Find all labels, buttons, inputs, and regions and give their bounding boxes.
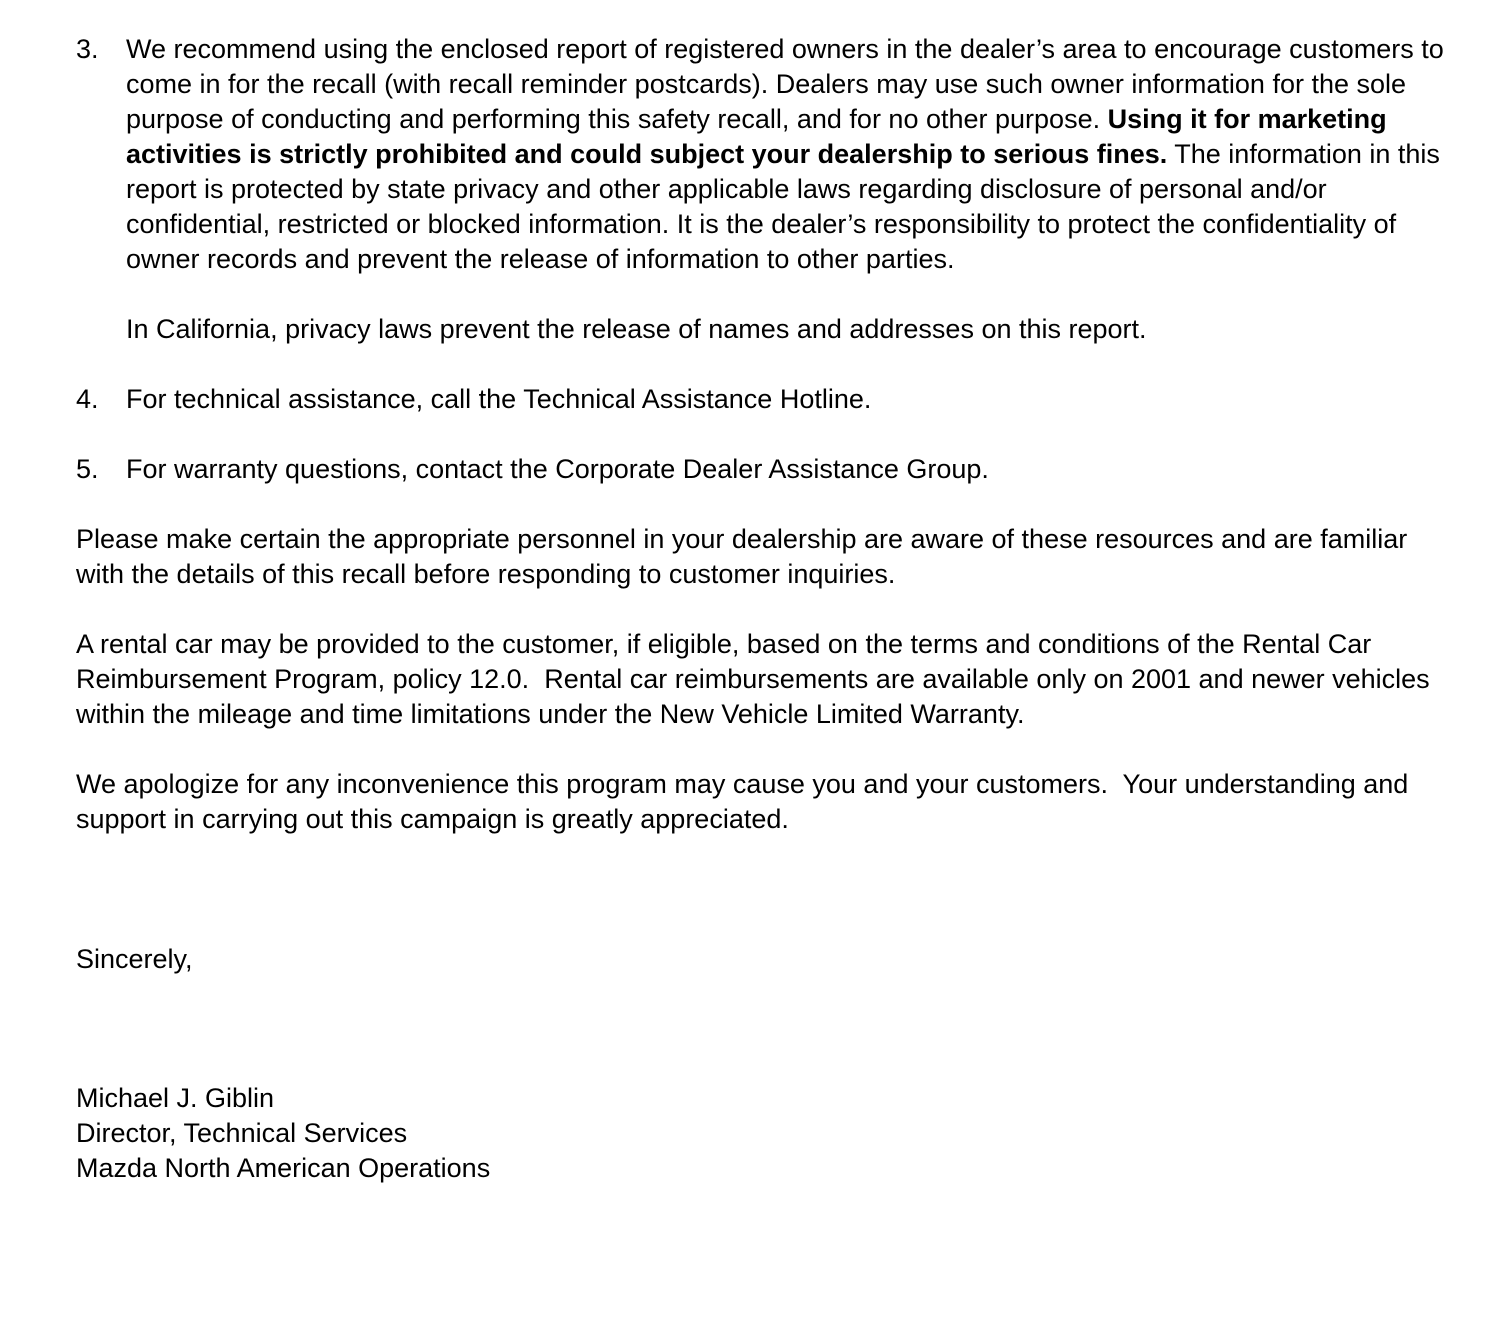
- item-text-intro: We recommend using the enclosed report of registered owners in the dealer’s area to encourage customers to come in for the recall (with recall reminder postcards). Dealers may use such owner information for the sole purpose of conducting and performing this safety recall, and for no other purpose.: [126, 34, 1452, 134]
- letter-body: [76, 32, 1456, 1186]
- list-item-text: [126, 32, 1456, 277]
- list-item-4: [76, 382, 1456, 417]
- list-item-text: For warranty questions, contact the Corporate Dealer Assistance Group.: [126, 454, 989, 484]
- list-item-text: For technical assistance, call the Technical Assistance Hotline.: [126, 384, 872, 414]
- item-text-continued: The information in this report is protected by state privacy and other applicable laws regarding disclosure of personal and/or confidential, restricted or blocked information. It is the dealer’s responsibility to protect the confidentiality of owner records and prevent the release of information to other parties.: [126, 139, 1448, 274]
- signature-title: Director, Technical Services: [76, 1118, 408, 1148]
- list-number: 3.: [76, 34, 99, 64]
- closing: Sincerely,: [76, 944, 193, 974]
- list-item-5: [76, 452, 1456, 487]
- rental-car-paragraph: A rental car may be provided to the customer, if eligible, based on the terms and conditions of the Rental Car Reimbursement Program, policy 12.0. Rental car reimbursements are available only on 2001 and newer vehicles within the mileage and time limitations under the New Vehicle Limited Warranty.: [76, 629, 1438, 729]
- list-item-3: [76, 32, 1456, 347]
- list-number: 4.: [76, 384, 99, 414]
- warning-bold-text: Using it for marketing activities is strictly prohibited and could subject your dealership to serious fines.: [126, 104, 1395, 169]
- signature-organization: Mazda North American Operations: [76, 1153, 491, 1183]
- signature-name: Michael J. Giblin: [76, 1083, 275, 1113]
- list-number: 5.: [76, 454, 99, 484]
- apology-paragraph: We apologize for any inconvenience this program may cause you and your customers. Your understanding and support in carrying out this campaign is greatly appreciated.: [76, 769, 1416, 834]
- california-privacy-note: In California, privacy laws prevent the release of names and addresses on this report.: [126, 314, 1147, 344]
- awareness-paragraph: Please make certain the appropriate personnel in your dealership are aware of these resources and are familiar with the details of this recall before responding to customer inquiries.: [76, 524, 1408, 589]
